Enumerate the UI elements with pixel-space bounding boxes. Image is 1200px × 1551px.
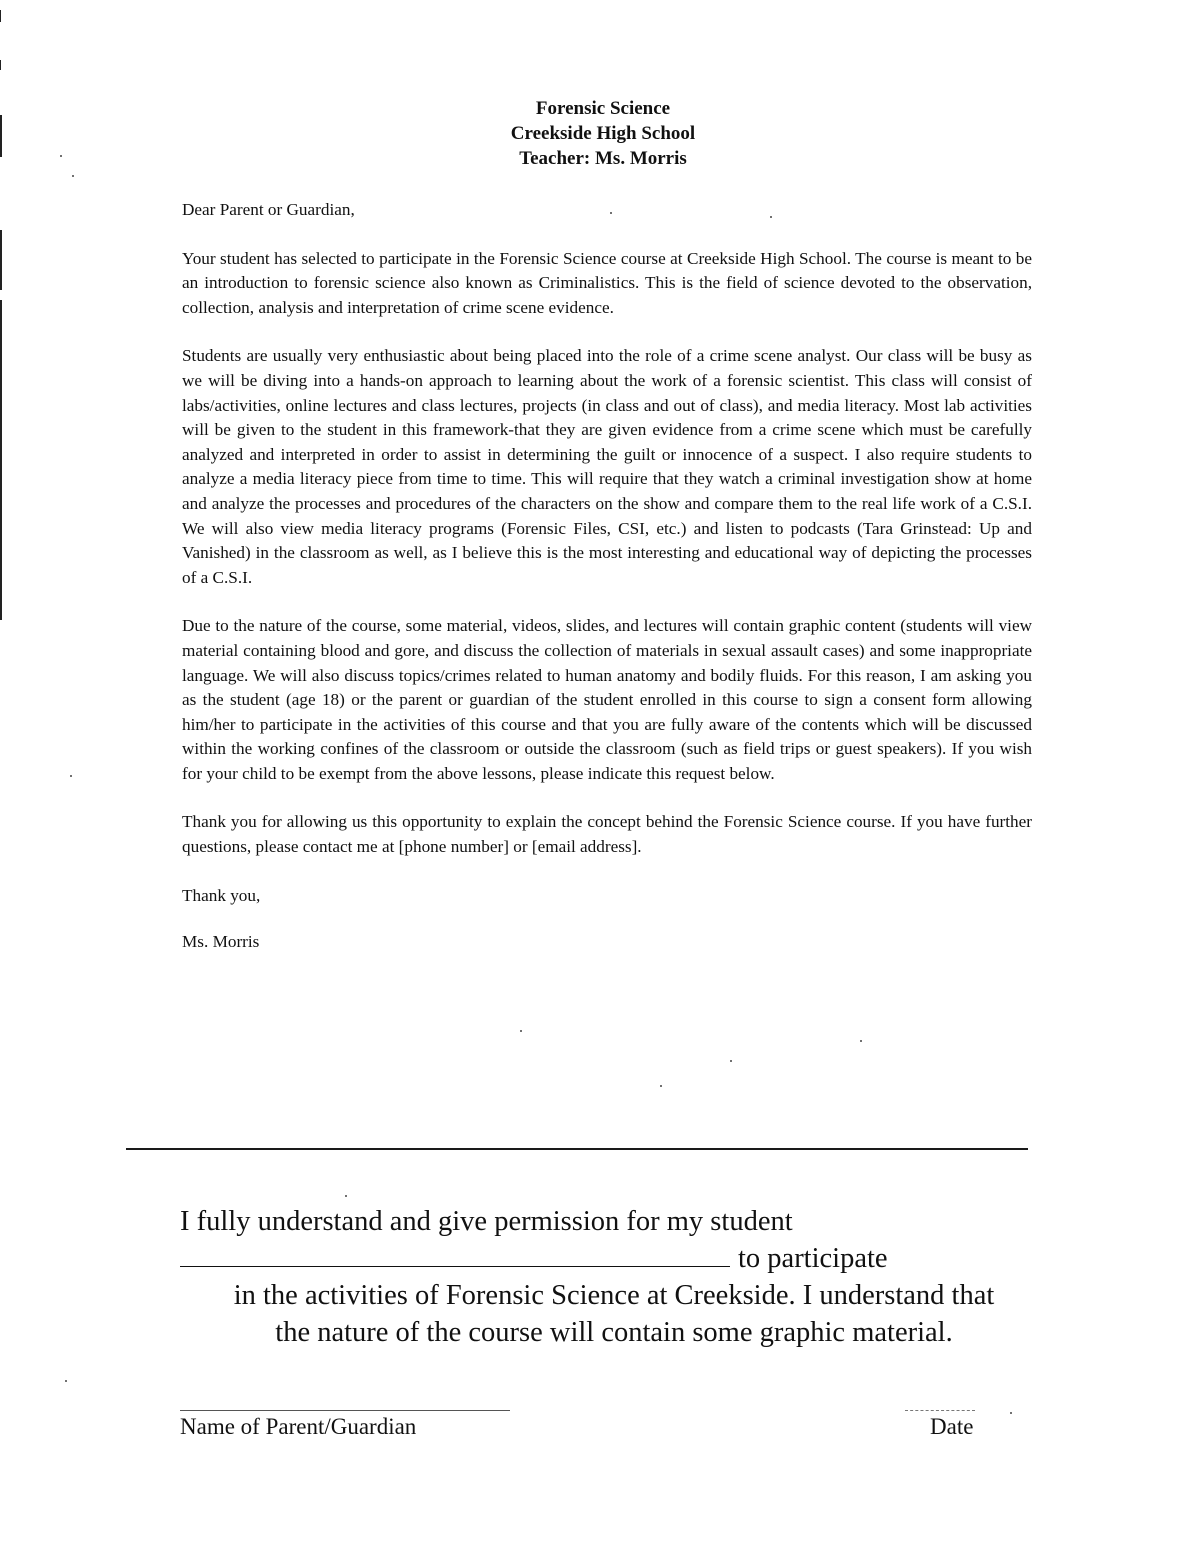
scan-speck <box>520 1030 522 1032</box>
scan-speck <box>1010 1412 1012 1414</box>
scan-edge-mark <box>0 60 1 70</box>
scan-speck <box>60 155 62 157</box>
scan-speck <box>65 1380 67 1382</box>
date-signature-line[interactable] <box>905 1410 975 1411</box>
scan-speck <box>345 1195 347 1197</box>
parent-signature-line[interactable] <box>180 1410 510 1411</box>
scan-speck <box>610 212 612 214</box>
paragraph-content-warning: Due to the nature of the course, some material, videos, slides, and lectures will contain graphic content (students will view material containing blood and gore, and discuss the collection of materials in sexual assault cases) and some inappropriate language. We will also discuss topics/crimes related to human anatomy and bodily fluids. For this reason, I am asking you as the student (age 18) or the parent or guardian of the student enrolled in this course to sign a consent form allowing him/her to participate in the activities of this course and that you are fully aware of the contents which will be discussed within the working confines of the classroom or outside the classroom (such as field trips or guest speakers). If you wish for your child to be exempt from the above lessons, please indicate this request below. <box>182 616 1032 783</box>
paragraph-activities: Students are usually very enthusiastic about being placed into the role of a crime scene analyst. Our class will be busy as we will be diving into a hands-on approach to learning about the work of a forensic scientist. This class will consist of labs/activities, online lectures and class lectures, projects (in class and out of class), and media literacy. Most lab activities will be given to the student in this framework-that they are given evidence from a crime scene which must be carefully analyzed and interpreted in order to assist in determining the guilt or innocence of a suspect. I also require students to analyze a media literacy piece from time to time. This will require that they watch a criminal investigation show at home and analyze the processes and procedures of the characters on the show and compare them to the real life work of a C.S.I. We will also view media literacy programs (Forensic Files, CSI, etc.) and listen to podcasts (Tara Grinstead: Up and Vanished) in the classroom as well, as I believe this is the most interesting and educational way of depicting the processes of a C.S.I. <box>182 346 1032 587</box>
consent-line-3: in the activities of Forensic Science at Creekside. I understand that <box>233 1280 995 1311</box>
date-label: Date <box>930 1414 974 1439</box>
course-title: Forensic Science <box>535 98 671 119</box>
paragraph-thanks: Thank you for allowing us this opportunity to explain the concept behind the Forensic Science course. If you have further questions, please contact me at [phone number] or [email address]. <box>182 812 1032 857</box>
letter-body <box>182 198 1032 955</box>
scan-edge-mark <box>0 230 2 290</box>
tear-off-divider <box>126 1148 1028 1150</box>
teacher-name: Teacher: Ms. Morris <box>519 148 687 169</box>
scan-speck <box>72 175 74 177</box>
salutation: Dear Parent or Guardian, <box>182 200 355 219</box>
scan-speck <box>860 1040 862 1042</box>
consent-line-2 <box>150 1240 1050 1277</box>
consent-line-1: I fully understand and give permission for my student <box>180 1206 793 1237</box>
scan-speck <box>770 216 772 218</box>
scan-edge-mark <box>0 10 1 22</box>
consent-line-4: the nature of the course will contain some graphic material. <box>275 1317 953 1348</box>
parent-guardian-label: Name of Parent/Guardian <box>180 1414 417 1439</box>
consent-statement <box>150 1203 1050 1351</box>
teacher-signature: Ms. Morris <box>182 932 260 952</box>
scan-edge-mark <box>0 300 2 620</box>
scan-speck <box>730 1060 732 1062</box>
paragraph-intro: Your student has selected to participate in the Forensic Science course at Creekside High School. The course is meant to be an introduction to forensic science also known as Criminalistics. This is the field of science devoted to the observation, collection, analysis and interpretation of crime scene evidence. <box>182 248 1032 317</box>
closing: Thank you, <box>182 885 261 905</box>
scan-speck <box>660 1085 662 1087</box>
consent-line-2-text: to participate <box>738 1243 888 1274</box>
scan-speck <box>70 775 72 777</box>
letter-header <box>0 96 1200 171</box>
school-name: Creekside High School <box>510 123 696 144</box>
student-name-field[interactable] <box>180 1240 730 1267</box>
